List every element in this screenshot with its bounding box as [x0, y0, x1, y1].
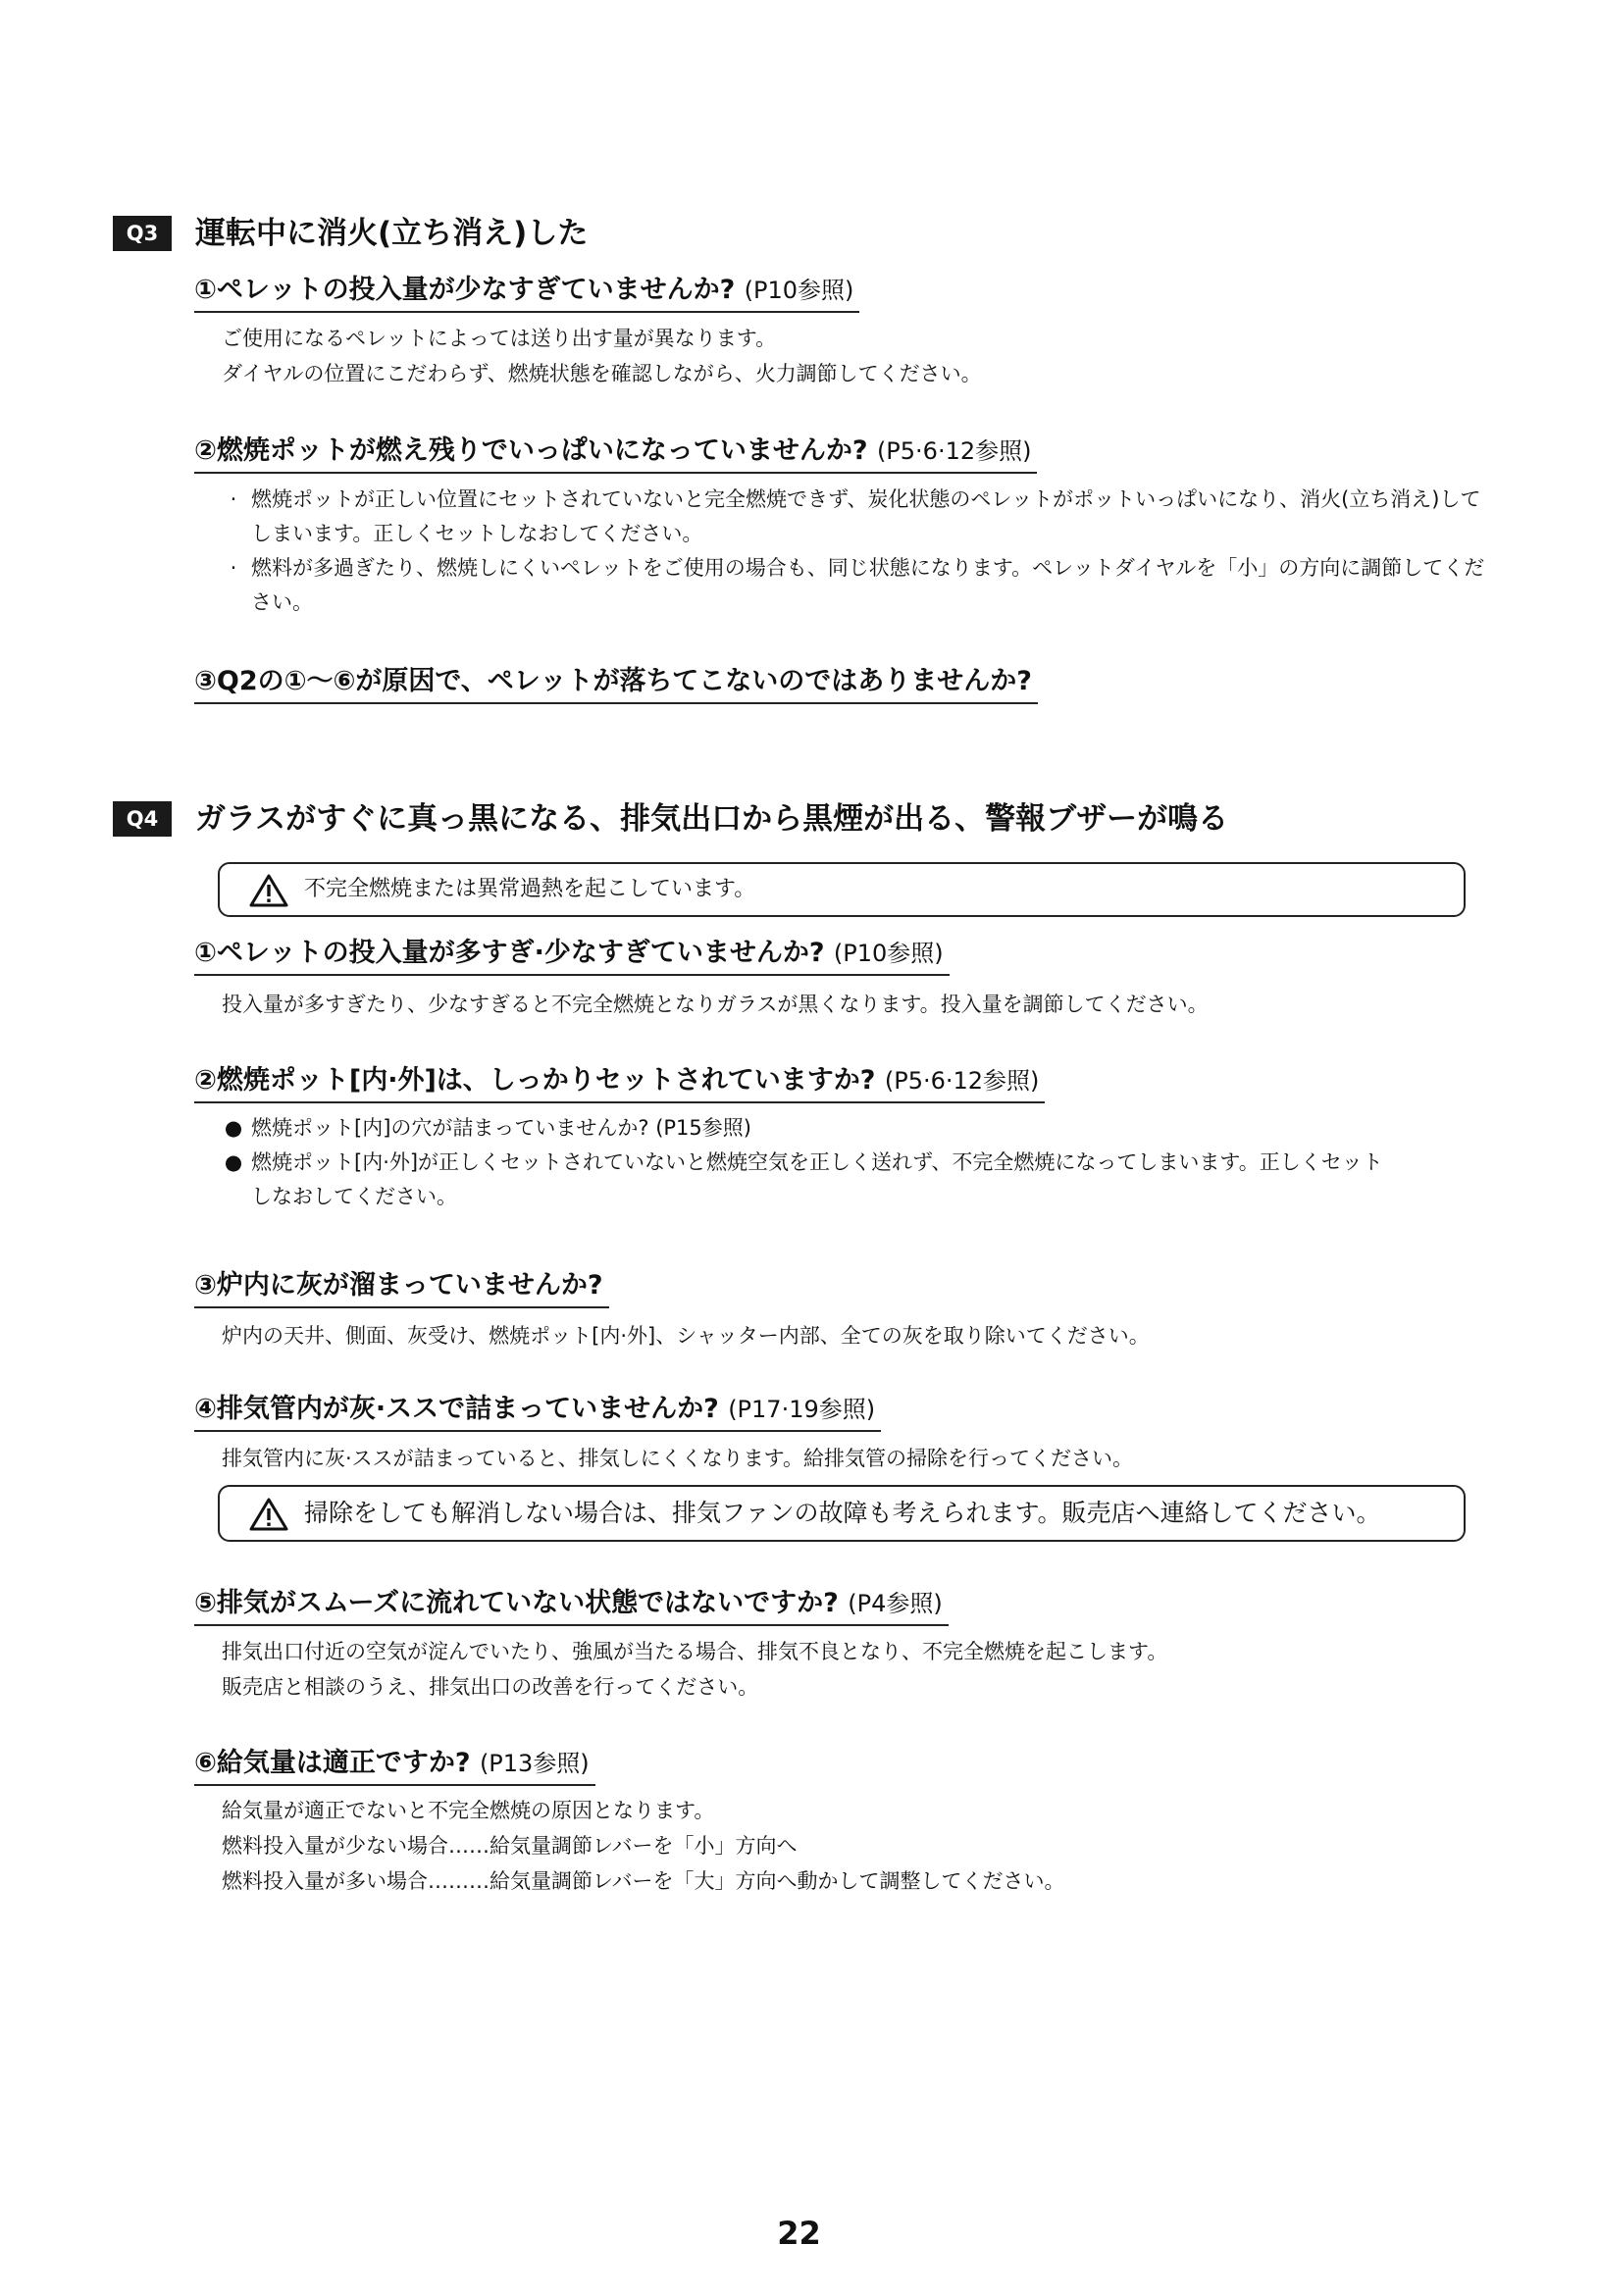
q4-item4-warning-text: 掃除をしても解消しない場合は、排気ファンの故障も考えられます。販売店へ連絡してください。 — [304, 1499, 1381, 1527]
q4-item6-line3: 燃料投入量が多い場合………給気量調節レバーを「大」方向へ動かして調整してください。 — [222, 1869, 1065, 1893]
bullet-dot-icon: · — [230, 487, 237, 511]
q4-badge: Q4 — [113, 801, 172, 837]
q3-item2-ref: (P5·6·12参照) — [876, 437, 1032, 465]
q4-item1-line1: 投入量が多すぎたり、少なすぎると不完全燃焼となりガラスが黒くなります。投入量を調節してください。 — [222, 993, 1209, 1016]
q3-item2-bullet2: 燃料が多過ぎたり、燃焼しにくいペレットをご使用の場合も、同じ状態になります。ペレットダイヤルを「小」の方向に調節してください。 — [251, 556, 1485, 614]
q4-item5-line1: 排気出口付近の空気が淀んでいたり、強風が当たる場合、排気不良となり、不完全燃焼を起こします。 — [222, 1640, 1168, 1663]
q4-item5-heading-text: ⑤排気がスムーズに流れていない状態ではないですか? — [194, 1588, 839, 1618]
q4-item1-heading-text: ①ペレットの投入量が多すぎ·少なすぎていませんか? — [194, 938, 825, 968]
list-item — [222, 1146, 1399, 1214]
q4-item3-heading — [194, 1267, 609, 1308]
q3-item2-bullet1: 燃焼ポットが正しい位置にセットされていないと完全燃焼できず、炭化状態のペレットがポットいっぱいになり、消火(立ち消え)してしまいます。正しくセットしなおしてください。 — [251, 487, 1481, 545]
q4-item2-ref: (P5·6·12参照) — [884, 1067, 1040, 1095]
q3-item2-heading-text: ②燃焼ポットが燃え残りでいっぱいになっていませんか? — [194, 435, 868, 466]
q4-item2-bullets — [222, 1111, 1399, 1214]
q3-item1-ref: (P10参照) — [744, 277, 854, 304]
q4-item1-heading — [194, 935, 950, 976]
q4-item6-heading — [194, 1745, 595, 1786]
q4-item5-heading — [194, 1585, 949, 1626]
bullet-dot-icon: · — [230, 556, 237, 580]
q4-item5-line2: 販売店と相談のうえ、排気出口の改善を行ってください。 — [222, 1675, 759, 1699]
q3-item1-line1: ご使用になるペレットによっては送り出す量が異なります。 — [222, 327, 777, 350]
q4-item4-warning-box — [218, 1485, 1466, 1542]
q3-item1-heading-text: ①ペレットの投入量が少なすぎていませんか? — [194, 275, 736, 305]
q3-item1-line2: ダイヤルの位置にこだわらず、燃焼状態を確認しながら、火力調節してください。 — [222, 362, 982, 385]
q3-title: 運転中に消火(立ち消え)した — [195, 216, 589, 251]
warning-triangle-icon — [249, 1497, 288, 1532]
q3-item3-heading-text: ③Q2の①〜⑥が原因で、ペレットが落ちてこないのではありませんか? — [194, 666, 1032, 696]
warning-triangle-icon — [249, 873, 288, 908]
q3-badge: Q3 — [113, 216, 172, 251]
bullet-dot-icon: ● — [224, 1116, 243, 1140]
q4-item4-ref: (P17·19参照) — [728, 1396, 876, 1423]
list-item — [222, 551, 1497, 620]
q4-item2-heading — [194, 1062, 1045, 1103]
q4-item3-line1: 炉内の天井、側面、灰受け、燃焼ポット[内·外]、シャッター内部、全ての灰を取り除いてください。 — [222, 1324, 1150, 1348]
q3-item2-heading — [194, 433, 1037, 474]
q4-item2-heading-text: ②燃焼ポット[内·外]は、しっかりセットされていますか? — [194, 1065, 876, 1096]
q4-item4-heading — [194, 1391, 881, 1432]
q4-item3-heading-text: ③炉内に灰が溜まっていませんか? — [194, 1270, 603, 1301]
list-item — [222, 483, 1497, 551]
list-item — [222, 1111, 1399, 1146]
page-number: 22 — [777, 2215, 821, 2252]
q3-item1-heading — [194, 272, 859, 313]
q4-item2-bullet2: 燃焼ポット[内·外]が正しくセットされていないと燃焼空気を正しく送れず、不完全燃焼になってしまいます。正しくセットしなおしてください。 — [251, 1150, 1383, 1208]
q4-warning-box — [218, 862, 1466, 917]
bullet-dot-icon: ● — [224, 1150, 243, 1174]
q4-item6-line2: 燃料投入量が少ない場合……給気量調節レバーを「小」方向へ — [222, 1834, 798, 1858]
q4-item5-ref: (P4参照) — [848, 1590, 943, 1617]
q4-item4-line1: 排気管内に灰·ススが詰まっていると、排気しにくくなります。給排気管の掃除を行ってください。 — [222, 1447, 1133, 1470]
q4-item6-ref: (P13参照) — [479, 1750, 590, 1777]
q4-item4-heading-text: ④排気管内が灰·ススで詰まっていませんか? — [194, 1394, 719, 1424]
q4-title: ガラスがすぐに真っ黒になる、排気出口から黒煙が出る、警報ブザーが鳴る — [195, 801, 1229, 837]
q4-item1-ref: (P10参照) — [833, 940, 944, 967]
q3-item2-bullets — [222, 483, 1497, 620]
q4-item6-line1: 給気量が適正でないと不完全燃焼の原因となります。 — [222, 1799, 715, 1822]
q4-item2-bullet1: 燃焼ポット[内]の穴が詰まっていませんか? (P15参照) — [251, 1116, 751, 1140]
q4-item6-heading-text: ⑥給気量は適正ですか? — [194, 1748, 471, 1778]
q4-warning-text: 不完全燃焼または異常過熱を起こしています。 — [304, 877, 756, 901]
q3-item3-heading — [194, 663, 1038, 704]
